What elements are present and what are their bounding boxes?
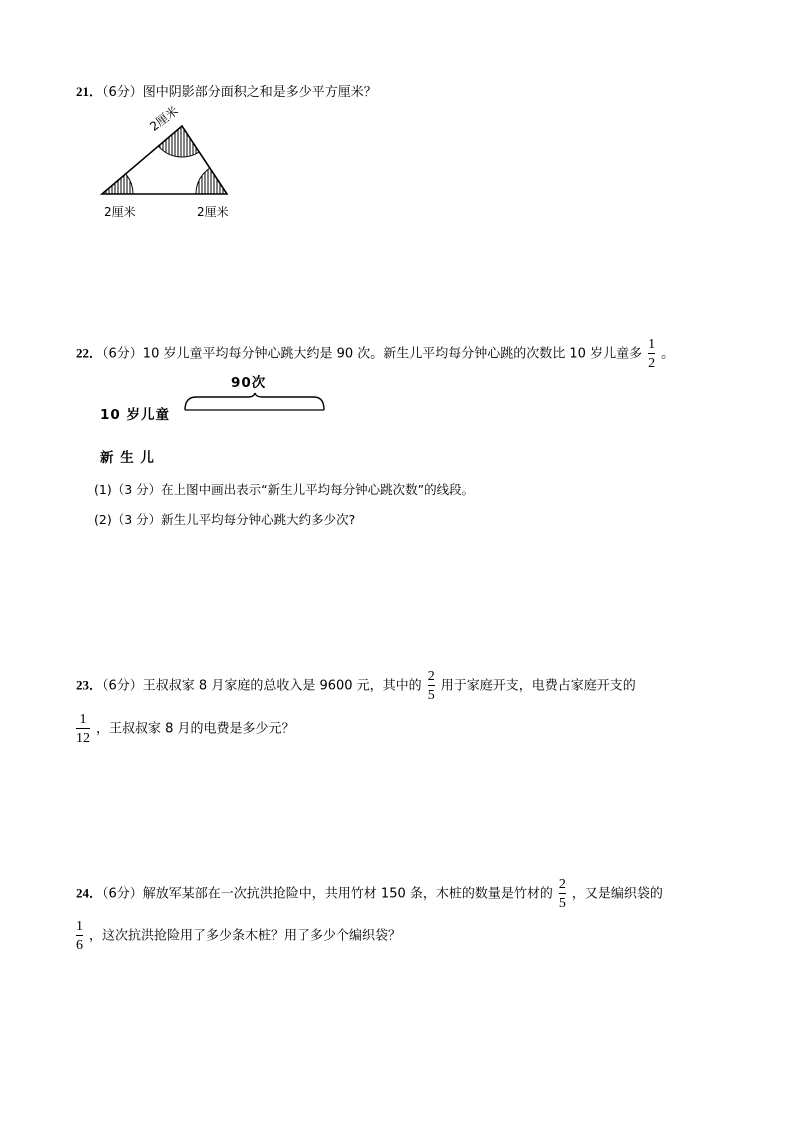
- question-text: 图中阴影部分面积之和是多少平方厘米？: [142, 85, 377, 100]
- figure-label-slant: 2厘米: [147, 103, 181, 134]
- question-24: [76, 876, 663, 912]
- question-24-line-2: [76, 918, 401, 954]
- question-23-line-2: [76, 711, 295, 747]
- question-text: 10 岁儿童平均每分钟心跳大约是 90 次。新生儿平均每分钟心跳的次数比 10 岁儿童多: [142, 346, 643, 362]
- question-text-cont: ，又是编织袋的: [571, 886, 663, 902]
- question-number: 23．: [76, 677, 103, 693]
- question-score: （6分）: [102, 678, 143, 694]
- question-text: 王叔叔家 8 月家庭的总收入是 9600 元，其中的: [142, 678, 422, 694]
- sub-question-2: (2)（3 分）新生儿平均每分钟心跳大约多少次?: [94, 512, 356, 527]
- question-text-end: ，王叔叔家 8 月的电费是多少元？: [96, 721, 295, 737]
- question-score: （6分）: [102, 346, 143, 362]
- brace-line: [184, 392, 326, 416]
- question-23: [76, 668, 636, 704]
- question-number: 24．: [76, 885, 103, 901]
- question-number: 21．: [76, 84, 103, 99]
- fraction-two-fifths: $\frac{2}{5}$: [427, 669, 435, 703]
- question-text-cont: 用于家庭开支，电费占家庭开支的: [440, 678, 636, 694]
- question-number: 22．: [76, 345, 103, 361]
- question-22: [76, 336, 674, 372]
- question-21: [76, 82, 377, 103]
- diagram-label-newborn: 新 生 儿: [100, 450, 155, 466]
- sub-question-1: (1)（3 分）在上图中画出表示“新生儿平均每分钟心跳次数”的线段。: [94, 482, 475, 497]
- brace-label: 90次: [231, 375, 267, 391]
- question-text-end: ，这次抗洪抢险用了多少条木桩？用了多少个编织袋？: [89, 928, 402, 944]
- diagram-label-10-year-old: 10 岁儿童: [100, 407, 170, 423]
- question-end: 。: [661, 346, 675, 362]
- fraction-one-twelfth: $\frac{1}{12}$: [76, 712, 90, 746]
- fraction-one-sixth: $\frac{1}{6}$: [76, 919, 83, 953]
- fraction-one-half: $\frac{1}{2}$: [648, 337, 656, 371]
- fraction-two-fifths: $\frac{2}{5}$: [558, 877, 566, 911]
- figure-label-right: 2厘米: [197, 205, 229, 219]
- question-score: （6分）: [102, 85, 143, 100]
- question-score: （6分）: [102, 886, 143, 902]
- question-text: 解放军某部在一次抗洪抢险中，共用竹材 150 条，木桩的数量是竹材的: [142, 886, 553, 902]
- figure-label-left: 2厘米: [104, 205, 136, 219]
